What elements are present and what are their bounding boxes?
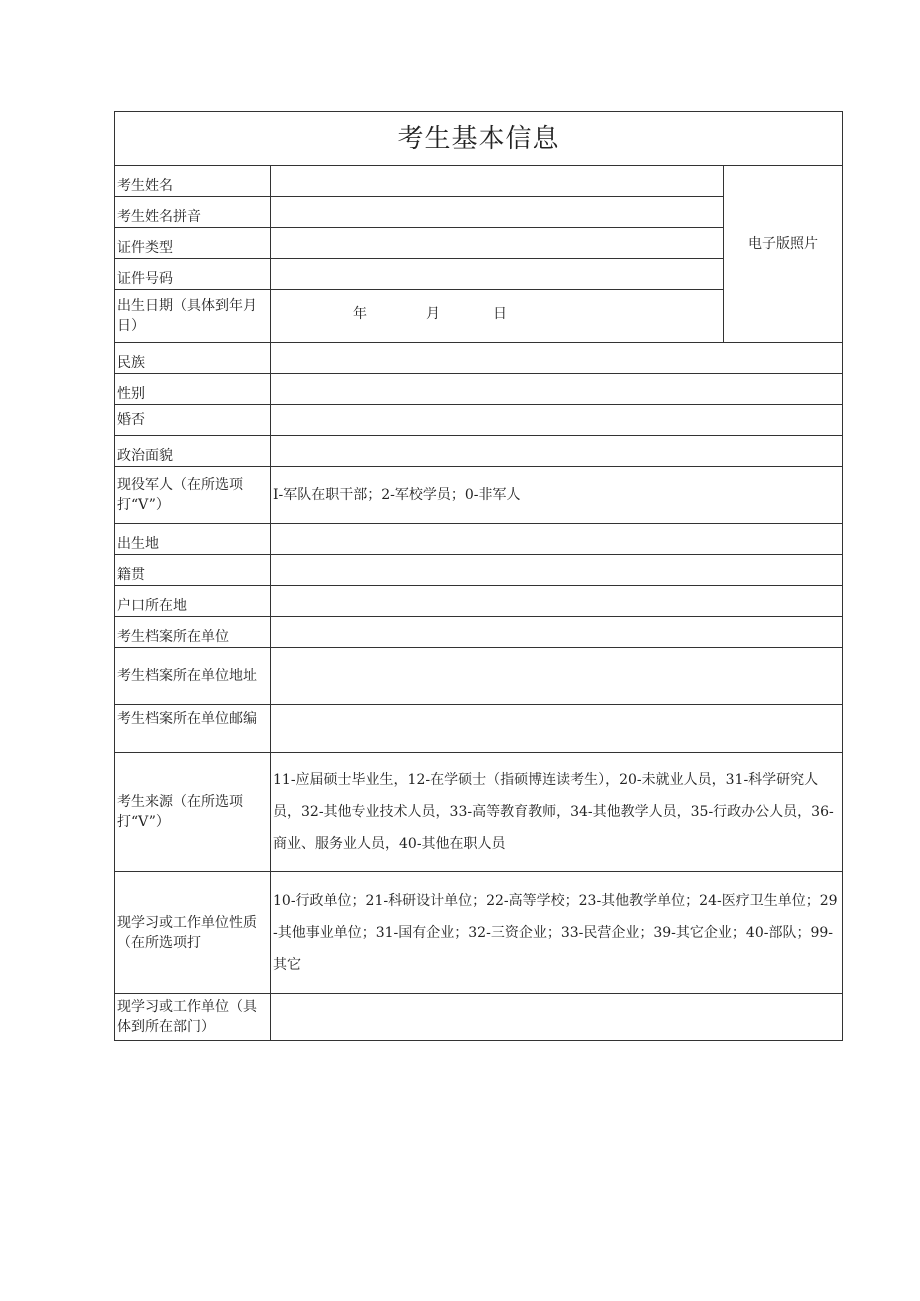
work-unit-nature-options[interactable]: 10-行政单位；21-科研设计单位；22-高等学校；23-其他教学单位；24-医疗卫生单位；29-其他事业单位；31-国有企业；32-三资企业；33-民营企业；39-其它企业；40-部队；99-其它: [271, 872, 843, 994]
political-status-label: 政治面貌: [115, 436, 271, 467]
archive-unit-label: 考生档案所在单位: [115, 617, 271, 648]
gender-label: 性别: [115, 374, 271, 405]
birthplace-input[interactable]: [271, 524, 843, 555]
name-label: 考生姓名: [115, 166, 271, 197]
native-place-input[interactable]: [271, 555, 843, 586]
id-number-label: 证件号码: [115, 259, 271, 290]
birth-date-label: 出生日期（具体到年月日）: [115, 290, 271, 343]
archive-unit-address-label: 考生档案所在单位地址: [115, 648, 271, 705]
name-pinyin-input[interactable]: [271, 197, 724, 228]
archive-unit-postcode-input[interactable]: [271, 705, 843, 753]
birthplace-label: 出生地: [115, 524, 271, 555]
photo-box[interactable]: [724, 166, 843, 343]
work-unit-label: 现学习或工作单位（具体到所在部门）: [115, 994, 271, 1041]
ethnicity-label: 民族: [115, 343, 271, 374]
birth-date-input[interactable]: [271, 290, 724, 343]
native-place-label: 籍贯: [115, 555, 271, 586]
archive-unit-address-input[interactable]: [271, 648, 843, 705]
date-month-label: 月: [426, 306, 440, 322]
date-year-label: 年: [353, 306, 367, 322]
gender-input[interactable]: [271, 374, 843, 405]
photo-label: 电子版照片: [748, 236, 819, 252]
id-type-input[interactable]: [271, 228, 724, 259]
work-unit-input[interactable]: [271, 994, 843, 1041]
military-options[interactable]: I-军队在职干部；2-军校学员；0-非军人: [271, 467, 843, 524]
political-status-input[interactable]: [271, 436, 843, 467]
marital-status-label: 婚否: [115, 405, 271, 436]
ethnicity-input[interactable]: [271, 343, 843, 374]
archive-unit-input[interactable]: [271, 617, 843, 648]
name-input[interactable]: [271, 166, 724, 197]
household-registration-input[interactable]: [271, 586, 843, 617]
candidate-source-options[interactable]: 11-应届硕士毕业生，12-在学硕士（指硕博连读考生），20-未就业人员，31-科学研究人员，32-其他专业技术人员，33-高等教育教师，34-其他教学人员，35-行政办公人员，36-商业、服务业人员，40-其他在职人员: [271, 753, 843, 872]
id-type-label: 证件类型: [115, 228, 271, 259]
archive-unit-postcode-label: 考生档案所在单位邮编: [115, 705, 271, 753]
military-label: 现役军人（在所选项打“V”）: [115, 467, 271, 524]
date-day-label: 日: [493, 306, 507, 322]
form-title: 考生基本信息: [115, 112, 843, 166]
household-registration-label: 户口所在地: [115, 586, 271, 617]
marital-status-input[interactable]: [271, 405, 843, 436]
candidate-info-table: [114, 111, 843, 1041]
id-number-input[interactable]: [271, 259, 724, 290]
work-unit-nature-label: 现学习或工作单位性质（在所选项打: [115, 872, 271, 994]
candidate-source-label: 考生来源（在所选项打“V”）: [115, 753, 271, 872]
name-pinyin-label: 考生姓名拼音: [115, 197, 271, 228]
